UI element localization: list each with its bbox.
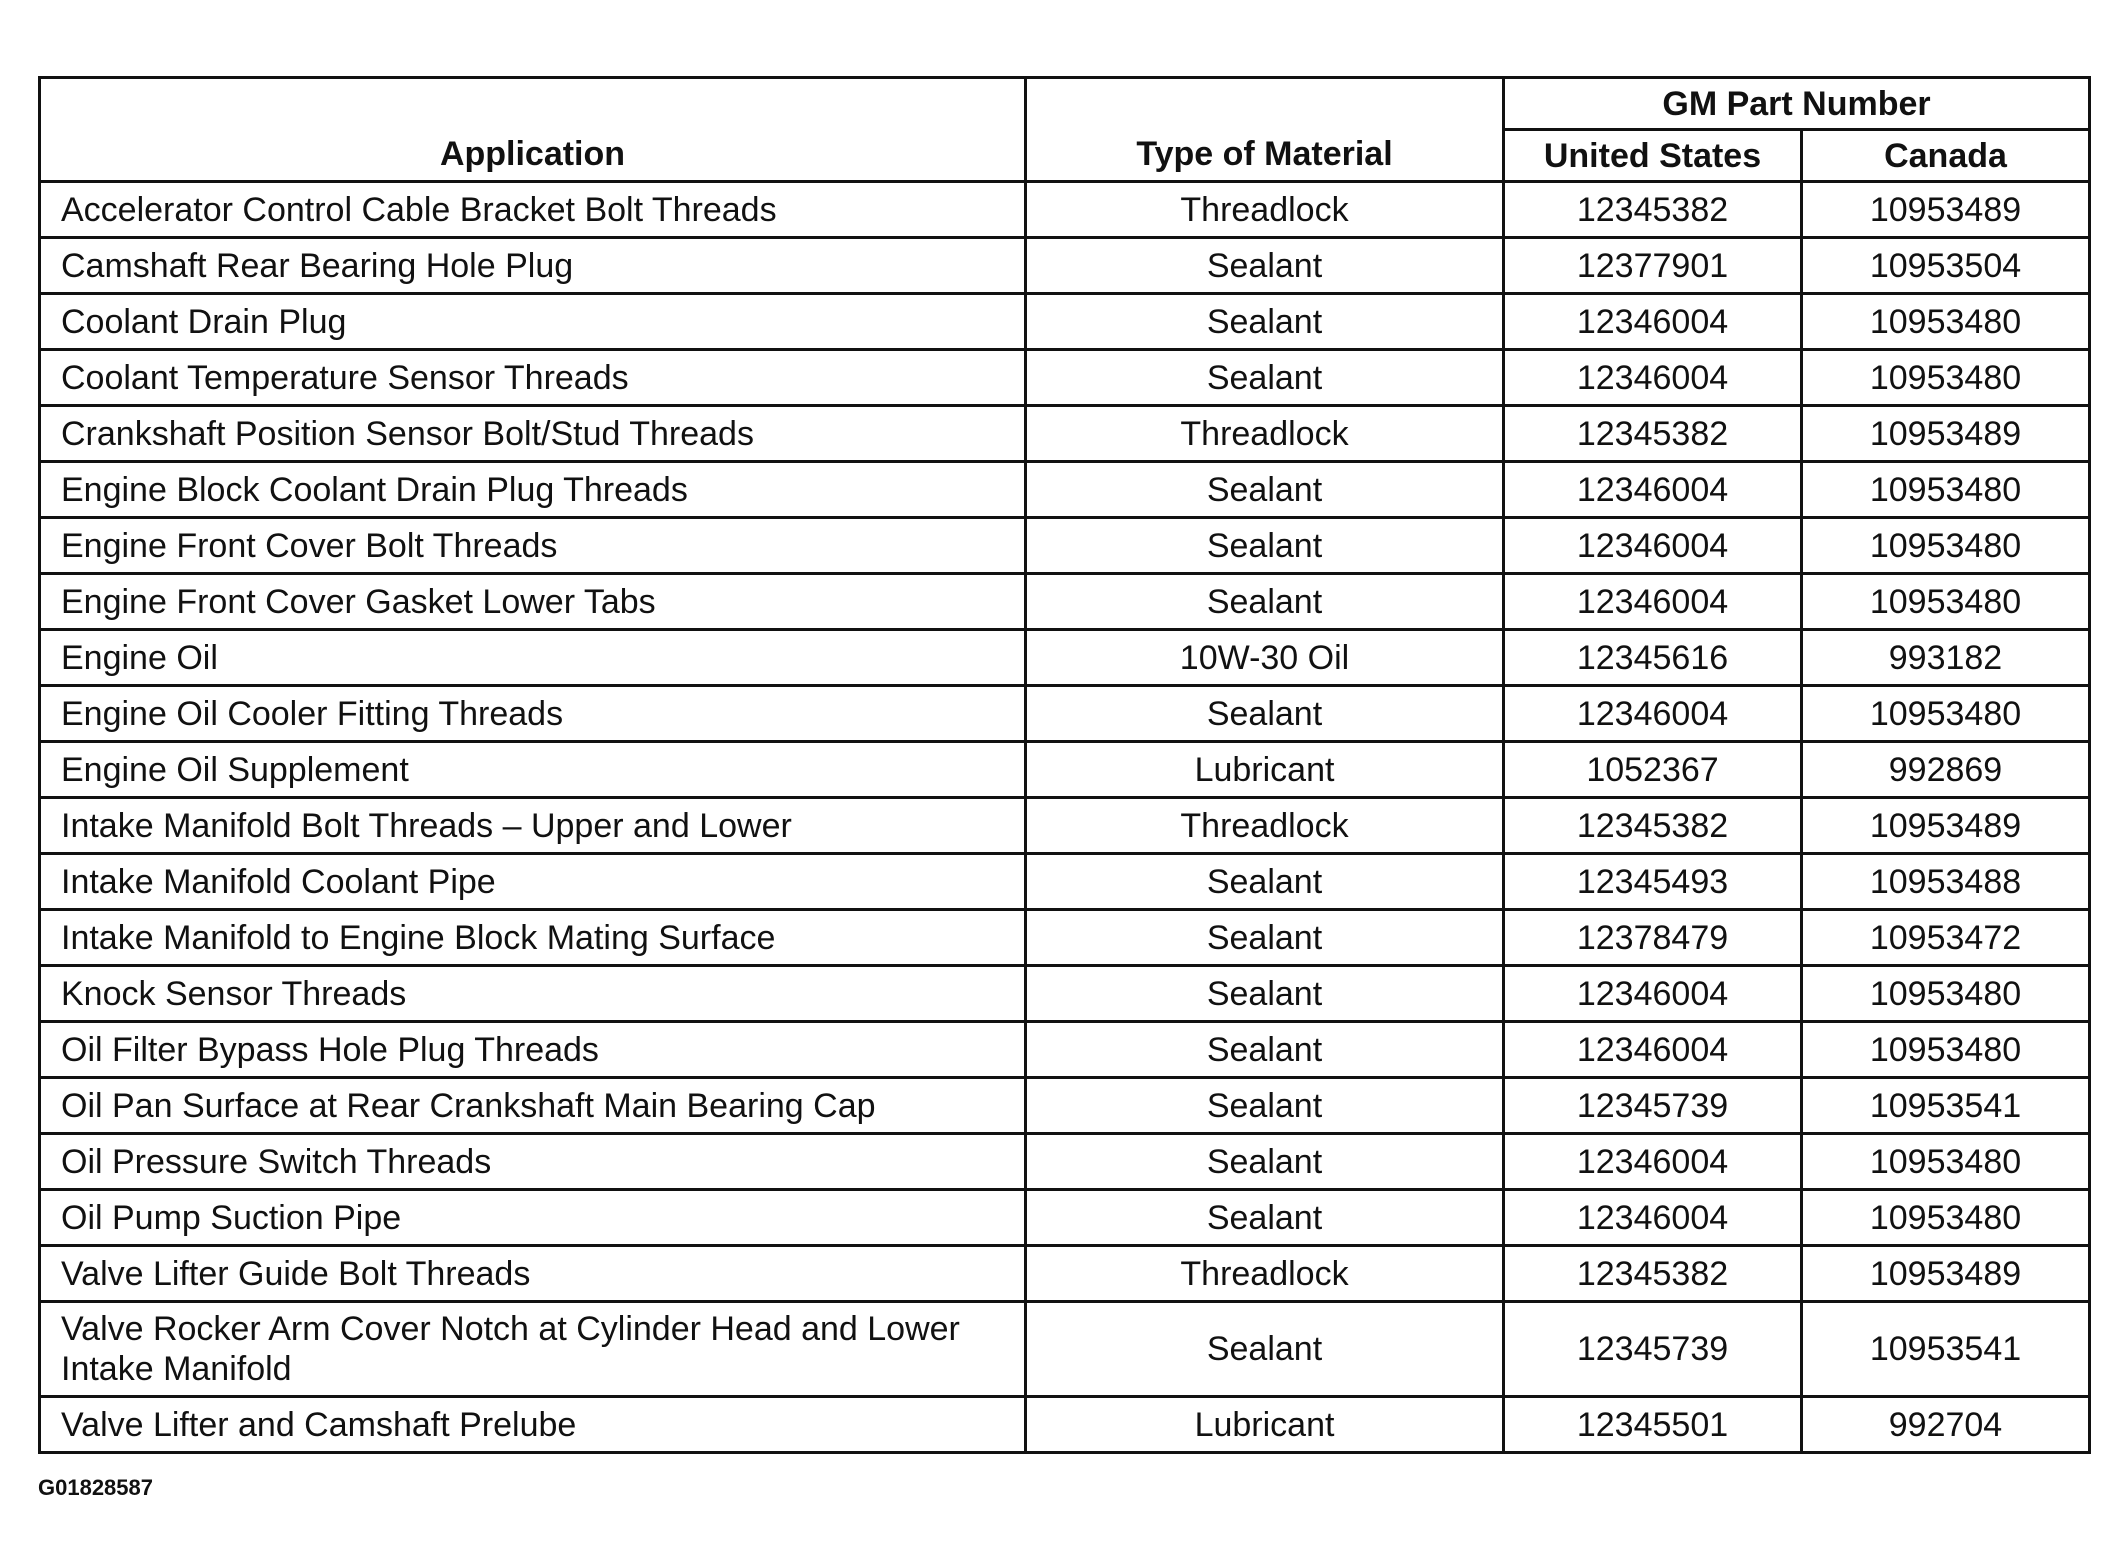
canada-part-number-cell: 10953480 xyxy=(1802,1190,2090,1246)
parts-sheet xyxy=(38,76,2088,1454)
us-part-number-cell: 12346004 xyxy=(1504,350,1802,406)
canada-part-number-cell: 992869 xyxy=(1802,742,2090,798)
figure-id-label: G01828587 xyxy=(38,1475,153,1500)
table-row xyxy=(40,1078,2090,1134)
us-part-number-cell: 12345382 xyxy=(1504,182,1802,238)
canada-part-number-cell: 10953489 xyxy=(1802,1246,2090,1302)
material-cell: Threadlock xyxy=(1026,1246,1504,1302)
application-cell: Engine Block Coolant Drain Plug Threads xyxy=(40,462,1026,518)
application-cell: Valve Rocker Arm Cover Notch at Cylinder Head and Lower Intake Manifold xyxy=(40,1302,1026,1397)
application-cell: Engine Oil Cooler Fitting Threads xyxy=(40,686,1026,742)
material-cell: Sealant xyxy=(1026,1302,1504,1397)
table-row xyxy=(40,966,2090,1022)
application-cell: Oil Pan Surface at Rear Crankshaft Main Bearing Cap xyxy=(40,1078,1026,1134)
us-part-number-cell: 12345382 xyxy=(1504,1246,1802,1302)
us-part-number-cell: 12346004 xyxy=(1504,1022,1802,1078)
canada-part-number-cell: 992704 xyxy=(1802,1397,2090,1453)
us-part-number-cell: 1052367 xyxy=(1504,742,1802,798)
table-row xyxy=(40,630,2090,686)
application-cell: Engine Oil Supplement xyxy=(40,742,1026,798)
application-cell: Engine Front Cover Bolt Threads xyxy=(40,518,1026,574)
us-part-number-cell: 12345382 xyxy=(1504,798,1802,854)
canada-part-number-cell: 10953480 xyxy=(1802,966,2090,1022)
material-cell: Threadlock xyxy=(1026,406,1504,462)
application-cell: Valve Lifter Guide Bolt Threads xyxy=(40,1246,1026,1302)
united-states-column-header: United States xyxy=(1504,130,1802,182)
canada-column-header: Canada xyxy=(1802,130,2090,182)
table-row xyxy=(40,406,2090,462)
material-cell: Sealant xyxy=(1026,350,1504,406)
material-cell: Sealant xyxy=(1026,966,1504,1022)
gm-part-number-header: GM Part Number xyxy=(1504,78,2090,130)
application-cell: Intake Manifold to Engine Block Mating Surface xyxy=(40,910,1026,966)
table-row xyxy=(40,1190,2090,1246)
material-cell: Sealant xyxy=(1026,294,1504,350)
canada-part-number-cell: 10953541 xyxy=(1802,1302,2090,1397)
header-row-top xyxy=(40,78,2090,130)
material-cell: Sealant xyxy=(1026,1190,1504,1246)
material-cell: Sealant xyxy=(1026,910,1504,966)
table-row xyxy=(40,854,2090,910)
us-part-number-cell: 12345739 xyxy=(1504,1302,1802,1397)
table-row xyxy=(40,1302,2090,1397)
us-part-number-cell: 12346004 xyxy=(1504,966,1802,1022)
application-cell: Intake Manifold Coolant Pipe xyxy=(40,854,1026,910)
table-body xyxy=(40,182,2090,1453)
table-row xyxy=(40,1397,2090,1453)
table-row xyxy=(40,462,2090,518)
material-cell: Sealant xyxy=(1026,518,1504,574)
application-cell: Crankshaft Position Sensor Bolt/Stud Threads xyxy=(40,406,1026,462)
us-part-number-cell: 12345739 xyxy=(1504,1078,1802,1134)
material-cell: Threadlock xyxy=(1026,798,1504,854)
material-cell: Lubricant xyxy=(1026,742,1504,798)
table-row xyxy=(40,1022,2090,1078)
table-row xyxy=(40,574,2090,630)
canada-part-number-cell: 10953480 xyxy=(1802,462,2090,518)
canada-part-number-cell: 10953480 xyxy=(1802,686,2090,742)
application-cell: Coolant Temperature Sensor Threads xyxy=(40,350,1026,406)
table-row xyxy=(40,1246,2090,1302)
table-row xyxy=(40,1134,2090,1190)
application-cell: Engine Front Cover Gasket Lower Tabs xyxy=(40,574,1026,630)
material-column-header: Type of Material xyxy=(1026,78,1504,182)
us-part-number-cell: 12346004 xyxy=(1504,518,1802,574)
material-cell: Sealant xyxy=(1026,1022,1504,1078)
application-column-header: Application xyxy=(40,78,1026,182)
canada-part-number-cell: 10953480 xyxy=(1802,1134,2090,1190)
material-cell: 10W-30 Oil xyxy=(1026,630,1504,686)
canada-part-number-cell: 10953504 xyxy=(1802,238,2090,294)
us-part-number-cell: 12346004 xyxy=(1504,686,1802,742)
canada-part-number-cell: 10953480 xyxy=(1802,1022,2090,1078)
canada-part-number-cell: 10953489 xyxy=(1802,406,2090,462)
canada-part-number-cell: 10953489 xyxy=(1802,182,2090,238)
material-cell: Threadlock xyxy=(1026,182,1504,238)
material-cell: Sealant xyxy=(1026,1134,1504,1190)
us-part-number-cell: 12346004 xyxy=(1504,1190,1802,1246)
application-cell: Oil Pressure Switch Threads xyxy=(40,1134,1026,1190)
table-row xyxy=(40,518,2090,574)
material-cell: Sealant xyxy=(1026,854,1504,910)
application-cell: Oil Filter Bypass Hole Plug Threads xyxy=(40,1022,1026,1078)
application-cell: Oil Pump Suction Pipe xyxy=(40,1190,1026,1246)
table-row xyxy=(40,742,2090,798)
application-cell: Coolant Drain Plug xyxy=(40,294,1026,350)
canada-part-number-cell: 10953480 xyxy=(1802,574,2090,630)
us-part-number-cell: 12346004 xyxy=(1504,1134,1802,1190)
table-row xyxy=(40,798,2090,854)
us-part-number-cell: 12377901 xyxy=(1504,238,1802,294)
table-header xyxy=(40,78,2090,182)
canada-part-number-cell: 10953489 xyxy=(1802,798,2090,854)
material-cell: Sealant xyxy=(1026,574,1504,630)
table-row xyxy=(40,294,2090,350)
material-cell: Sealant xyxy=(1026,1078,1504,1134)
us-part-number-cell: 12378479 xyxy=(1504,910,1802,966)
table-row xyxy=(40,238,2090,294)
application-cell: Engine Oil xyxy=(40,630,1026,686)
canada-part-number-cell: 10953480 xyxy=(1802,294,2090,350)
table-row xyxy=(40,182,2090,238)
canada-part-number-cell: 10953480 xyxy=(1802,350,2090,406)
material-cell: Sealant xyxy=(1026,686,1504,742)
canada-part-number-cell: 10953541 xyxy=(1802,1078,2090,1134)
application-cell: Knock Sensor Threads xyxy=(40,966,1026,1022)
application-cell: Intake Manifold Bolt Threads – Upper and Lower xyxy=(40,798,1026,854)
sealant-parts-table xyxy=(38,76,2091,1454)
us-part-number-cell: 12346004 xyxy=(1504,462,1802,518)
material-cell: Sealant xyxy=(1026,462,1504,518)
application-cell: Accelerator Control Cable Bracket Bolt Threads xyxy=(40,182,1026,238)
material-cell: Sealant xyxy=(1026,238,1504,294)
canada-part-number-cell: 10953488 xyxy=(1802,854,2090,910)
application-cell: Valve Lifter and Camshaft Prelube xyxy=(40,1397,1026,1453)
canada-part-number-cell: 993182 xyxy=(1802,630,2090,686)
us-part-number-cell: 12346004 xyxy=(1504,574,1802,630)
table-row xyxy=(40,350,2090,406)
table-row xyxy=(40,686,2090,742)
us-part-number-cell: 12345616 xyxy=(1504,630,1802,686)
application-cell: Camshaft Rear Bearing Hole Plug xyxy=(40,238,1026,294)
us-part-number-cell: 12345501 xyxy=(1504,1397,1802,1453)
us-part-number-cell: 12345493 xyxy=(1504,854,1802,910)
canada-part-number-cell: 10953472 xyxy=(1802,910,2090,966)
material-cell: Lubricant xyxy=(1026,1397,1504,1453)
us-part-number-cell: 12345382 xyxy=(1504,406,1802,462)
us-part-number-cell: 12346004 xyxy=(1504,294,1802,350)
table-row xyxy=(40,910,2090,966)
canada-part-number-cell: 10953480 xyxy=(1802,518,2090,574)
